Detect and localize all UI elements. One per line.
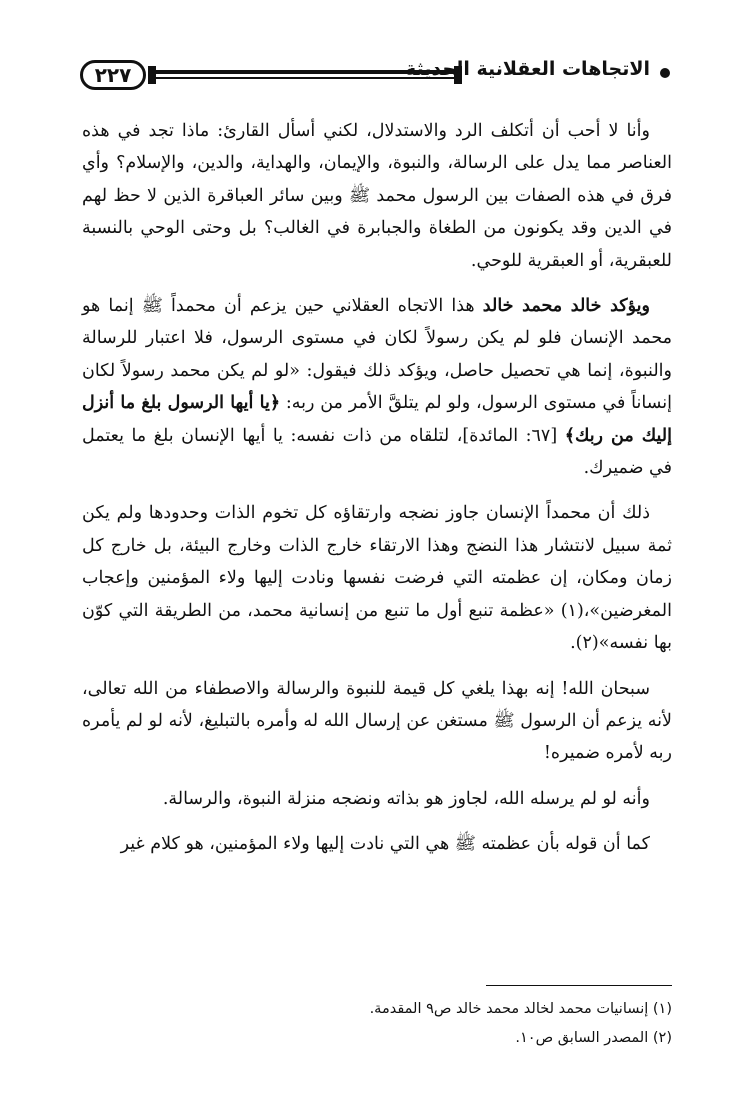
footnote-separator — [486, 985, 672, 986]
running-title: الاتجاهات العقلانية الحديثة — [405, 58, 650, 80]
bullet-icon — [660, 68, 670, 78]
paragraph-3: ذلك أن محمداً الإنسان جاوز نضجه وارتقاؤه كل تخوم الذات وحدودها ولم يكن ثمة سبيل لانتشار هذا النضج وهذا الارتقاء خارج الذات وخارج البيئة، بل خارج كل زمان ومكان، إن عظمته التي فرضت نفسها ونادت إليها ولاء المؤمنين وإعجاب المغرضين»،(١) «عظمة تنبع أول ما تنبع من إنسانية محمد، من الطريقة التي كوّن بها نفسه»(٢). — [82, 503, 672, 654]
paragraph-6: كما أن قوله بأن عظمته ﷺ هي التي نادت إليها ولاء المؤمنين، هو كلام غير — [120, 834, 650, 855]
page-number: ٢٢٧ — [80, 60, 146, 90]
footnote-1: (١) إنسانيات محمد لخالد محمد خالد ص٩ المقدمة. — [369, 1001, 672, 1017]
author-name: ويؤكد خالد محمد خالد — [482, 296, 651, 317]
paragraph-4: سبحان الله! إنه بهذا يلغي كل قيمة للنبوة والرسالة والاصطفاء من الله تعالى، لأنه يزعم أن الرسول ﷺ مستغن عن إرسال الله له وأمره بالتبليغ، لأنه لو لم يأمره ربه لأمره ضميره! — [82, 678, 672, 764]
verse-reference: [٦٧: المائدة] — [462, 425, 565, 446]
paragraph-2 — [82, 290, 672, 484]
footnotes — [82, 995, 672, 1053]
footnote-2: (٢) المصدر السابق ص١٠. — [515, 1030, 672, 1046]
quran-verse: ﴿يا أيها الرسول بلغ ما أنزل إليك من ربك﴾ — [82, 393, 673, 446]
body-text — [82, 115, 672, 874]
page-header — [80, 52, 670, 104]
paragraph-1: وأنا لا أحب أن أتكلف الرد والاستدلال، لكني أسأل القارئ: ماذا تجد في هذه العناصر مما يدل على الرسالة، والنبوة، والإيمان، والهداية، والدين، والإسلام؟ وأي فرق في هذه الصفات بين الرسول محمد ﷺ وبين سائر العباقرة الذين لا حظ لهم في الدين وقد يكونون من الطغاة والجبابرة في الغالب؟ بل وحتى الوحي بالنسبة للعبقرية، أو العبقرية للوحي. — [82, 121, 672, 271]
paragraph-2-text-a: هذا الاتجاه العقلاني حين يزعم أن محمداً ﷺ إنما هو محمد الإنسان فلو لم يكن رسولاً لكان في مستوى الرسول، فلا اعتبار للرسالة والنبوة، إنما هي تحصيل حاصل، ويؤكد ذلك فيقول: «لو لم يكن محمد رسولاً لكان إنساناً في مستوى الرسول، ولو لم يتلقَّ الأمر من ربه: — [82, 296, 672, 414]
paragraph-2-text-b: ، لتلقاه من ذات نفسه: يا أيها الإنسان بلغ ما يعتمل في ضميرك. — [82, 425, 672, 479]
paragraph-5: وأنه لو لم يرسله الله، لجاوز هو بذاته ونضجه منزلة النبوة، والرسالة. — [162, 788, 650, 809]
